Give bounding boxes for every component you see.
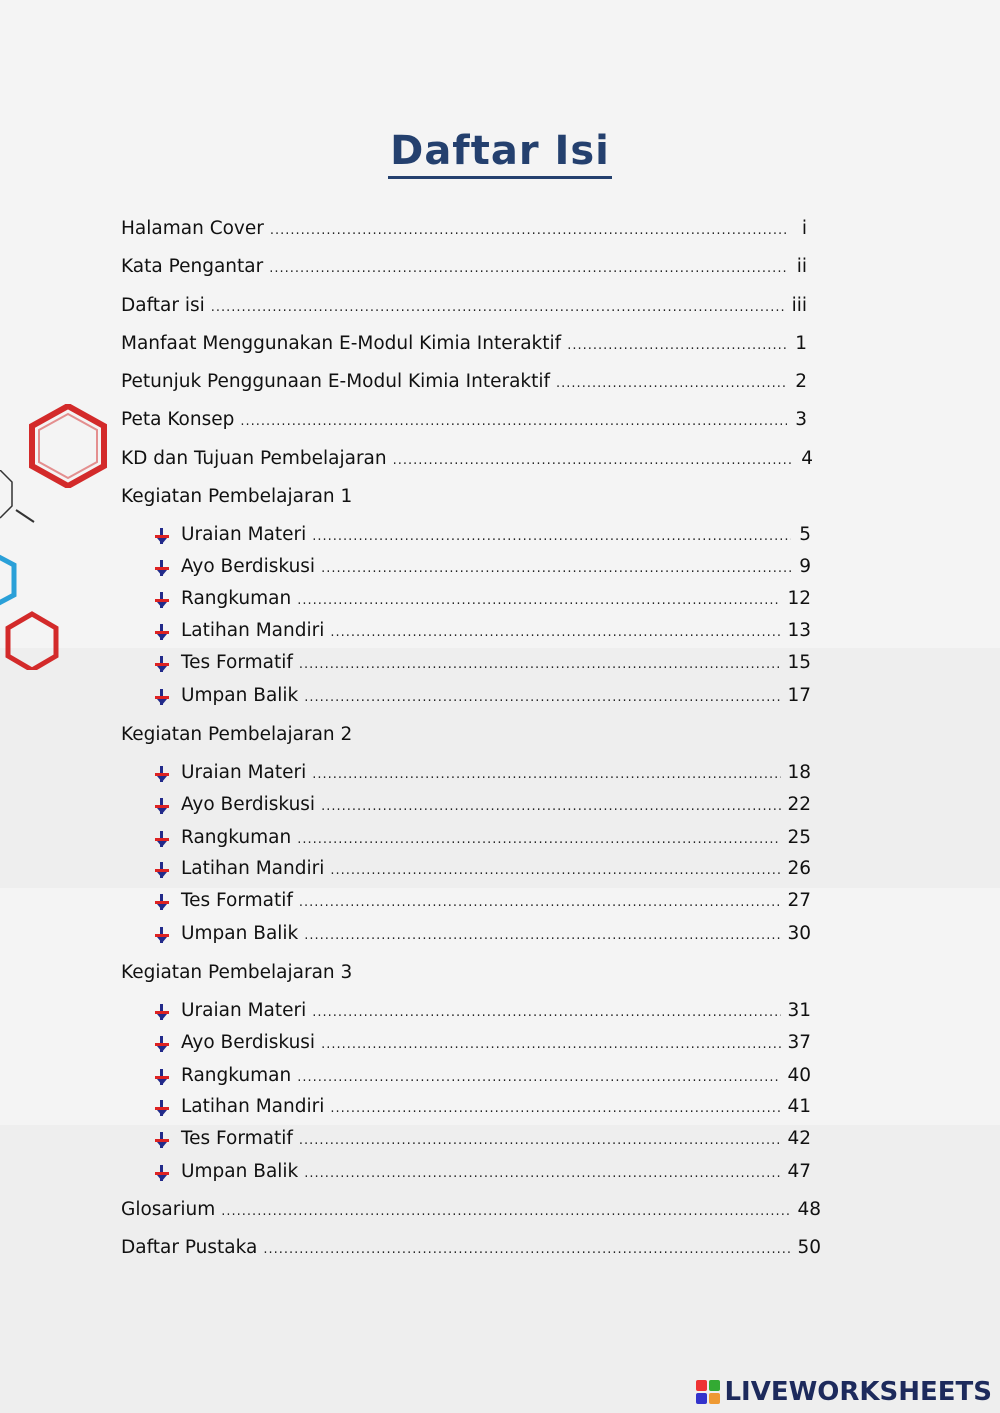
toc-entry-title: Daftar isi	[121, 295, 205, 316]
toc-page-number: 22	[787, 794, 811, 815]
toc-page-number: 42	[787, 1128, 811, 1149]
toc-entry-title: Tes Formatif	[181, 890, 293, 911]
toc-subentry[interactable]	[153, 685, 811, 709]
arrow-bullet-icon	[153, 1099, 171, 1117]
toc-subentry[interactable]	[153, 890, 811, 914]
arrow-bullet-icon	[153, 527, 171, 545]
toc-entry[interactable]	[121, 333, 807, 357]
arrow-bullet-icon	[153, 1164, 171, 1182]
toc-page-number: ii	[796, 256, 807, 277]
toc-entry[interactable]	[121, 448, 813, 472]
toc-subentry[interactable]	[153, 827, 811, 851]
dot-leader	[330, 1098, 781, 1120]
toc-subentry[interactable]	[153, 652, 811, 676]
dot-leader	[297, 1067, 781, 1089]
dot-leader	[297, 829, 781, 851]
toc-subentry[interactable]	[153, 1128, 811, 1152]
toc-subentry[interactable]	[153, 1096, 811, 1120]
toc-entry-title: Kata Pengantar	[121, 256, 264, 277]
toc-entry-title: Ayo Berdiskusi	[181, 1032, 316, 1053]
arrow-bullet-icon	[153, 559, 171, 577]
toc-entry-title: Latihan Mandiri	[181, 620, 325, 641]
arrow-bullet-icon	[153, 765, 171, 783]
arrow-bullet-icon	[153, 655, 171, 673]
toc-entry-title: Latihan Mandiri	[181, 858, 325, 879]
hexagon-red-icon	[28, 404, 108, 488]
toc-subentry[interactable]	[153, 588, 811, 612]
hexagon-red-small-icon	[4, 610, 60, 670]
toc-page-number: 37	[787, 1032, 811, 1053]
toc-page-number: 25	[787, 827, 811, 848]
toc-subentry[interactable]	[153, 524, 811, 548]
dot-leader	[321, 1034, 781, 1056]
toc-entry-title: Ayo Berdiskusi	[181, 794, 316, 815]
arrow-bullet-icon	[153, 1003, 171, 1021]
toc-entry-title: Petunjuk Penggunaan E-Modul Kimia Interaktif	[121, 371, 551, 392]
dot-leader	[330, 860, 781, 882]
brand-name: LIVEWORKSHEETS	[724, 1377, 992, 1407]
arrow-bullet-icon	[153, 623, 171, 641]
dot-leader	[270, 220, 787, 242]
toc-page-number: 41	[787, 1096, 811, 1117]
toc-page-number: 48	[797, 1199, 821, 1220]
toc-entry-title: Umpan Balik	[181, 923, 299, 944]
dot-leader	[299, 654, 782, 676]
toc-entry-title: Halaman Cover	[121, 218, 264, 239]
toc-entry-title: Umpan Balik	[181, 685, 299, 706]
toc-entry-title: Tes Formatif	[181, 1128, 293, 1149]
arrow-bullet-icon	[153, 893, 171, 911]
arrow-bullet-icon	[153, 591, 171, 609]
dot-leader	[240, 411, 787, 433]
dot-leader	[312, 1002, 781, 1024]
dot-leader	[567, 335, 787, 357]
toc-entry-title: Uraian Materi	[181, 762, 307, 783]
dot-leader	[299, 1130, 782, 1152]
toc-page-number: 31	[787, 1000, 811, 1021]
molecule-line-icon	[0, 470, 40, 530]
toc-entry-title: KD dan Tujuan Pembelajaran	[121, 448, 387, 469]
toc-page-number: 3	[795, 409, 807, 430]
dot-leader	[299, 892, 782, 914]
toc-entry[interactable]	[121, 409, 807, 433]
arrow-bullet-icon	[153, 688, 171, 706]
toc-entry[interactable]	[121, 295, 807, 319]
toc-page-number: 27	[787, 890, 811, 911]
toc-page-number: 18	[787, 762, 811, 783]
dot-leader	[556, 373, 787, 395]
toc-entry[interactable]	[121, 371, 807, 395]
toc-page-number: 50	[797, 1237, 821, 1258]
toc-entry-title: Peta Konsep	[121, 409, 235, 430]
toc-subentry[interactable]	[153, 762, 811, 786]
dot-leader	[297, 590, 781, 612]
toc-page-number: 4	[801, 448, 813, 469]
toc-page-number: i	[801, 218, 807, 239]
hexagon-blue-icon	[0, 545, 20, 615]
dot-leader	[221, 1201, 791, 1223]
toc-subentry[interactable]	[153, 1000, 811, 1024]
toc-entry-title: Tes Formatif	[181, 652, 293, 673]
toc-subentry[interactable]	[153, 1065, 811, 1089]
page-title: Daftar Isi	[0, 128, 1000, 174]
arrow-bullet-icon	[153, 861, 171, 879]
toc-entry-title: Uraian Materi	[181, 1000, 307, 1021]
toc-entry-title: Rangkuman	[181, 1065, 292, 1086]
toc-page-number: 47	[787, 1161, 811, 1182]
toc-subentry[interactable]	[153, 858, 811, 882]
toc-entry-title: Ayo Berdiskusi	[181, 556, 316, 577]
toc-entry[interactable]	[121, 218, 807, 242]
dot-leader	[312, 526, 791, 548]
toc-page-number: 5	[799, 524, 811, 545]
dot-leader	[269, 258, 787, 280]
toc-entry-title: Uraian Materi	[181, 524, 307, 545]
arrow-bullet-icon	[153, 1035, 171, 1053]
toc-entry-title: Umpan Balik	[181, 1161, 299, 1182]
toc-page-number: 1	[795, 333, 807, 354]
toc-subentry[interactable]	[153, 556, 811, 580]
toc-entry-title: Latihan Mandiri	[181, 1096, 325, 1117]
arrow-bullet-icon	[153, 1131, 171, 1149]
dot-leader	[304, 687, 781, 709]
toc-page-number: 12	[787, 588, 811, 609]
toc-subentry[interactable]	[153, 923, 811, 947]
toc-subentry[interactable]	[153, 620, 811, 644]
toc-page-number: 17	[787, 685, 811, 706]
dot-leader	[393, 450, 793, 472]
arrow-bullet-icon	[153, 926, 171, 944]
toc-subentry[interactable]	[153, 794, 811, 818]
toc-entry-title: Daftar Pustaka	[121, 1237, 258, 1258]
dot-leader	[312, 764, 781, 786]
dot-leader	[304, 1163, 781, 1185]
toc-page-number: 40	[787, 1065, 811, 1086]
dot-leader	[321, 558, 791, 580]
toc-entry[interactable]	[121, 256, 807, 280]
section-heading: Kegiatan Pembelajaran 2	[121, 724, 353, 745]
liveworksheets-brand[interactable]	[696, 1377, 992, 1407]
arrow-bullet-icon	[153, 797, 171, 815]
toc-page-number: 9	[799, 556, 811, 577]
dot-leader	[211, 297, 786, 319]
dot-leader	[330, 622, 781, 644]
arrow-bullet-icon	[153, 830, 171, 848]
toc-page-number: iii	[791, 295, 807, 316]
dot-leader	[321, 796, 781, 818]
liveworksheets-logo-icon	[696, 1380, 720, 1404]
toc-entry-title: Manfaat Menggunakan E-Modul Kimia Interaktif	[121, 333, 562, 354]
dot-leader	[304, 925, 781, 947]
toc-entry[interactable]	[121, 1237, 821, 1261]
dot-leader	[263, 1239, 791, 1261]
arrow-bullet-icon	[153, 1068, 171, 1086]
toc-page-number: 30	[787, 923, 811, 944]
section-heading: Kegiatan Pembelajaran 3	[121, 962, 353, 983]
toc-page-number: 2	[795, 371, 807, 392]
toc-entry-title: Rangkuman	[181, 827, 292, 848]
toc-entry-title: Rangkuman	[181, 588, 292, 609]
toc-entry-title: Glosarium	[121, 1199, 216, 1220]
toc-page-number: 26	[787, 858, 811, 879]
toc-subentry[interactable]	[153, 1161, 811, 1185]
section-heading: Kegiatan Pembelajaran 1	[121, 486, 353, 507]
toc-subentry[interactable]	[153, 1032, 811, 1056]
toc-page-number: 15	[787, 652, 811, 673]
toc-page-number: 13	[787, 620, 811, 641]
toc-entry[interactable]	[121, 1199, 821, 1223]
